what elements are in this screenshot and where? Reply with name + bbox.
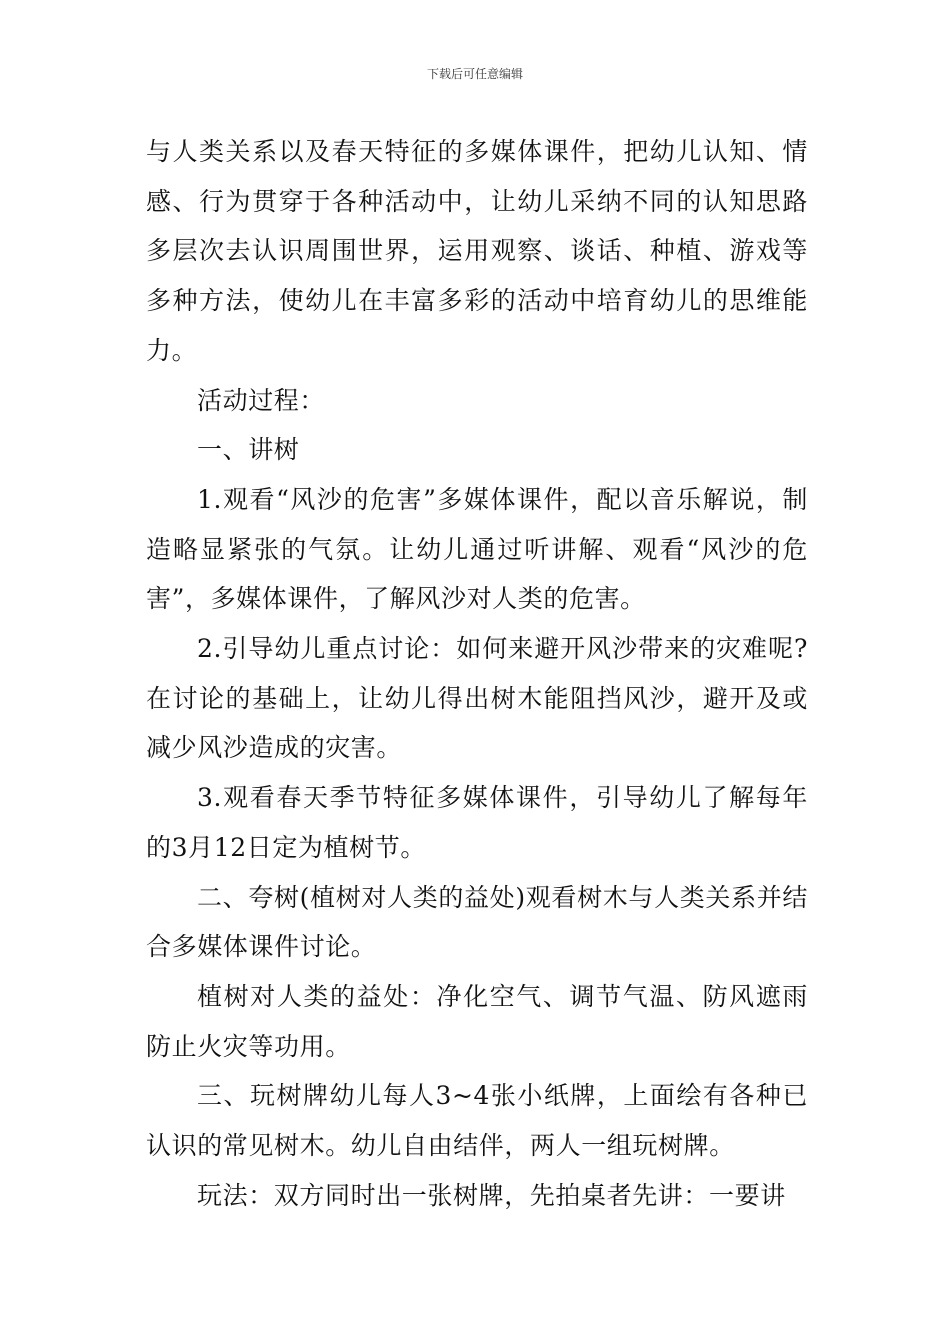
paragraph-step-2: 2.引导幼儿重点讨论：如何来避开风沙带来的灾难呢?在讨论的基础上，让幼儿得出树木能阻挡风沙，避开及或减少风沙造成的灾害。 (146, 634, 808, 763)
document-body (146, 127, 808, 1220)
paragraph-game-rules: 玩法：双方同时出一张树牌，先拍桌者先讲：一要讲 (197, 1180, 786, 1210)
paragraph-step-3: 3.观看春天季节特征多媒体课件，引导幼儿了解每年的3月12日定为植树节。 (146, 783, 808, 862)
paragraph-section-three: 三、玩树牌幼儿每人3~4张小纸牌，上面绘有各种已认识的常见树木。幼儿自由结伴，两人一组玩树牌。 (146, 1081, 808, 1161)
paragraph-section-one-heading: 一、讲树 (197, 435, 300, 465)
paragraph-activity-process-heading: 活动过程： (197, 385, 326, 415)
paragraph-section-two: 二、夸树(植树对人类的益处)观看树木与人类关系并结合多媒体课件讨论。 (146, 882, 808, 962)
page-header-note: 下载后可任意编辑 (426, 67, 523, 81)
paragraph-tree-benefits: 植树对人类的益处：净化空气、调节气温、防风遮雨防止火灾等功用。 (146, 981, 808, 1061)
paragraph-continuation: 与人类关系以及春天特征的多媒体课件，把幼儿认知、情感、行为贯穿于各种活动中，让幼儿采纳不同的认知思路多层次去认识周围世界，运用观察、谈话、种植、游戏等多种方法，使幼儿在丰富多彩的活动中培育幼儿的思维能力。 (146, 137, 808, 365)
paragraph-step-1: 1.观看“风沙的危害”多媒体课件，配以音乐解说，制造略显紧张的气氛。让幼儿通过听讲解、观看“风沙的危害”，多媒体课件，了解风沙对人类的危害。 (146, 484, 808, 614)
